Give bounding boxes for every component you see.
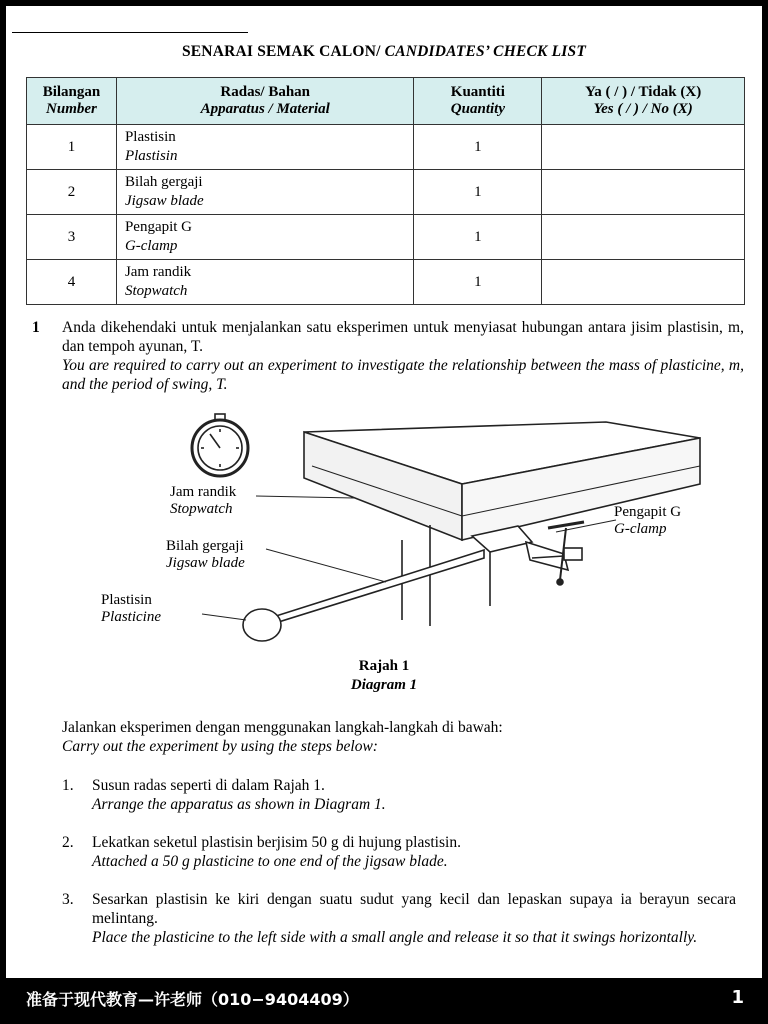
table-row: 4 Jam randik Stopwatch 1 — [27, 260, 745, 305]
check-cell[interactable] — [542, 260, 745, 305]
question-text-ms: Anda dikehendaki untuk menjalankan satu eksperimen untuk menyiasat hubungan antara jisim plastisin, m, dan tempoh ayunan, T. — [62, 319, 744, 355]
list-item: 2. Lekatkan seketul plastisin berjisim 50 g di hujung plastisin. Attached a 50 g plasticine to one end of the jigsaw blade. — [62, 834, 461, 870]
plasticine-icon — [243, 609, 281, 641]
label-jigsaw-blade: Bilah gergaji Jigsaw blade — [166, 538, 245, 571]
header-rule — [12, 32, 248, 33]
diagram-caption: Rajah 1 Diagram 1 — [350, 658, 418, 693]
check-cell[interactable] — [542, 125, 745, 170]
page-footer — [26, 985, 746, 1015]
stopwatch-icon — [192, 414, 248, 476]
question-number: 1 — [32, 319, 40, 336]
header-number: Bilangan Number — [27, 78, 117, 125]
instructions-intro: Jalankan eksperimen dengan menggunakan langkah-langkah di bawah: Carry out the experiment by using the steps below: — [62, 719, 503, 755]
header-quantity: Kuantiti Quantity — [414, 78, 542, 125]
jigsaw-blade-icon — [272, 550, 484, 624]
page-number: 1 — [731, 987, 744, 1008]
checklist-table — [26, 77, 745, 305]
label-plasticine: Plastisin Plasticine — [101, 592, 161, 625]
table-header-row — [27, 78, 745, 125]
label-g-clamp: Pengapit G G-clamp — [614, 504, 682, 537]
check-cell[interactable] — [542, 170, 745, 215]
list-item: 1. Susun radas seperti di dalam Rajah 1. Arrange the apparatus as shown in Diagram 1. — [62, 777, 386, 813]
table-row: 2 Bilah gergaji Jigsaw blade 1 — [27, 170, 745, 215]
instruction-steps — [62, 776, 736, 966]
header-yes-no: Ya ( / ) / Tidak (X) Yes ( / ) / No (X) — [542, 78, 745, 125]
table-row: 3 Pengapit G G-clamp 1 — [27, 215, 745, 260]
footer-credit: 准备于现代教育—许老师（010−9404409） — [26, 990, 359, 1009]
list-item: 3. Sesarkan plastisin ke kiri dengan suatu sudut yang kecil dan lepaskan supaya ia berayun secara melintang. Place the plasticine to the left side with a small angle and release it so that it swings horizontally. — [62, 891, 736, 946]
table-row: 1 Plastisin Plastisin 1 — [27, 125, 745, 170]
label-stopwatch: Jam randik Stopwatch — [170, 484, 237, 517]
check-cell[interactable] — [542, 215, 745, 260]
question-1 — [32, 318, 744, 394]
worksheet-page — [6, 6, 762, 978]
checklist-title: SENARAI SEMAK CALON/ CANDIDATES’ CHECK LIST — [181, 43, 587, 60]
question-text-en: You are required to carry out an experiment to investigate the relationship between the mass of plasticine, m, and the period of swing, T. — [62, 357, 744, 393]
header-apparatus: Radas/ Bahan Apparatus / Material — [116, 78, 414, 125]
